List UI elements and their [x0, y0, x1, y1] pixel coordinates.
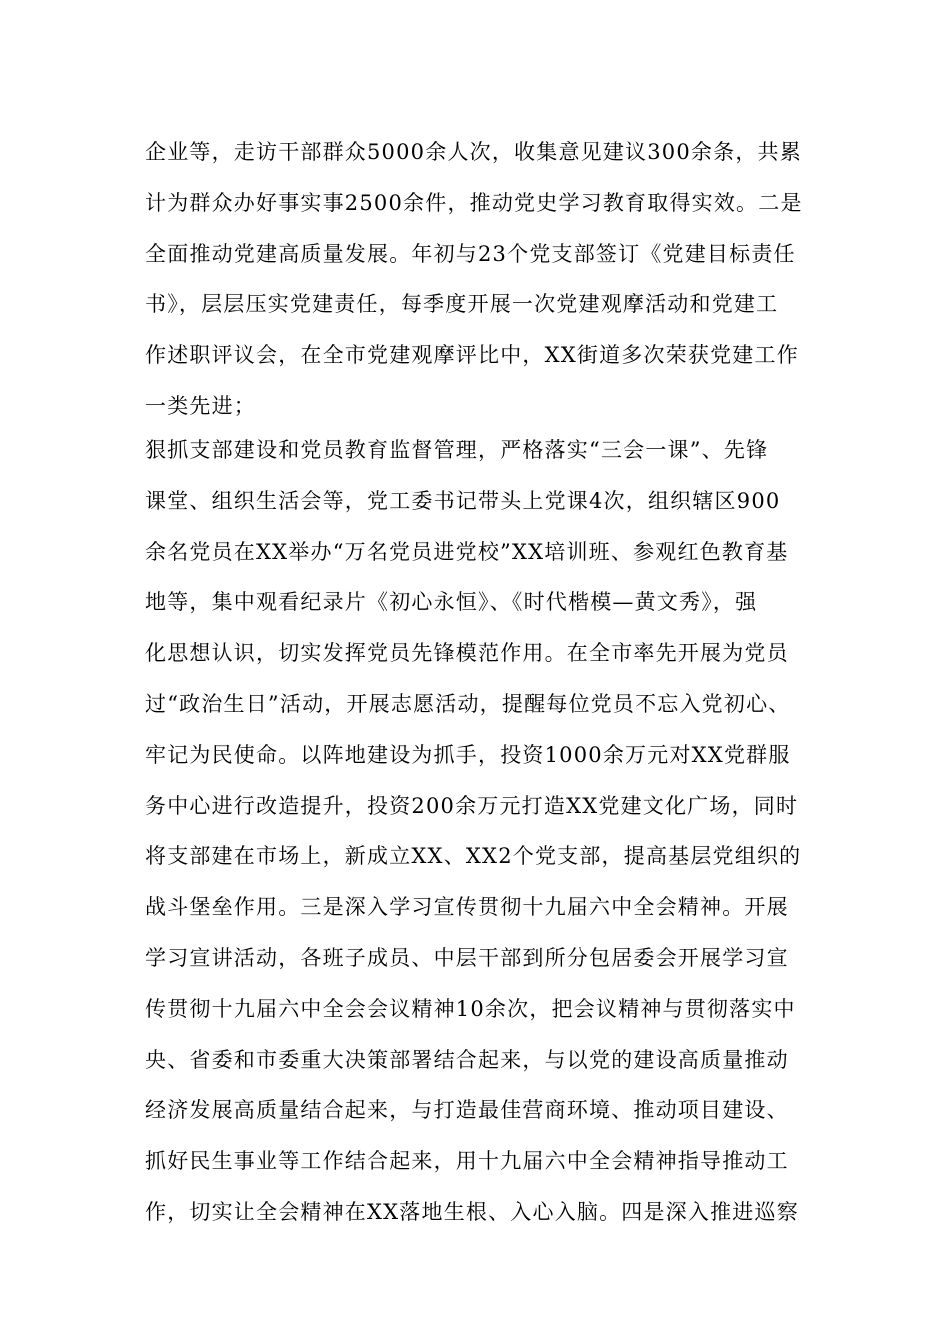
paragraph-1	[145, 127, 810, 432]
text-line: 牢记为民使命。以阵地建设为抓手，投资1000余万元对XX党群服	[145, 742, 791, 767]
text-line: 余名党员在XX举办“万名党员进党校”XX培训班、参观红色教育基	[145, 539, 789, 564]
text-line: 全面推动党建高质量发展。年初与23个党支部签订《党建目标责任	[145, 241, 796, 266]
paragraph-2	[145, 425, 810, 1238]
text-line: 过“政治生日”活动，开展志愿活动，提醒每位党员不忘入党初心、	[145, 691, 791, 716]
text-line: 狠抓支部建设和党员教育监督管理，严格落实“三会一课”、先锋	[145, 438, 769, 462]
text-line: 化思想认识，切实发挥党员先锋模范作用。在全市率先开展为党员	[145, 641, 789, 666]
text-line: 作述职评议会，在全市党建观摩评比中，XX街道多次荣获党建工作	[145, 343, 799, 368]
text-line: 一类先进；	[145, 393, 256, 418]
text-line: 学习宣讲活动，各班子成员、中层干部到所分包居委会开展学习宣	[145, 945, 789, 970]
text-line: 传贯彻十九届六中全会会议精神10余次，把会议精神与贯彻落实中	[145, 996, 796, 1021]
text-line: 将支部建在市场上，新成立XX、XX2个党支部，提高基层党组织的	[145, 844, 802, 869]
text-line: 作，切实让全会精神在XX落地生根、入心入脑。四是深入推进巡察	[145, 1199, 799, 1224]
text-line: 企业等，走访干部群众5000余人次，收集意见建议300余条，共累	[145, 140, 802, 164]
text-line: 抓好民生事业等工作结合起来，用十九届六中全会精神指导推动工	[145, 1149, 789, 1174]
text-line: 计为群众办好事实事2500余件，推动党史学习教育取得实效。二是	[145, 190, 803, 215]
text-line: 经济发展高质量结合起来，与打造最佳营商环境、推动项目建设、	[145, 1098, 789, 1123]
text-line: 央、省委和市委重大决策部署结合起来，与以党的建设高质量推动	[145, 1047, 789, 1072]
text-line: 地等，集中观看纪录片《初心永恒》、《时代楷模—黄文秀》，强	[145, 590, 758, 615]
text-line: 战斗堡垒作用。三是深入学习宣传贯彻十九届六中全会精神。开展	[145, 895, 789, 920]
text-line: 课堂、组织生活会等，党工委书记带头上党课4次，组织辖区900	[145, 488, 781, 513]
text-line: 务中心进行改造提升，投资200余万元打造XX党建文化广场，同时	[145, 793, 799, 818]
text-line: 书》，层层压实党建责任，每季度开展一次党建观摩活动和党建工	[145, 292, 779, 317]
